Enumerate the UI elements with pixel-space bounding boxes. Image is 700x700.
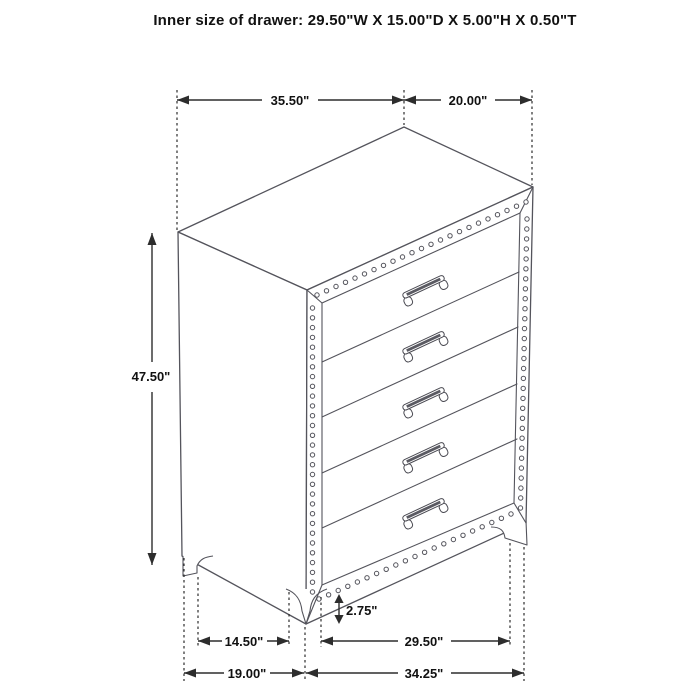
nailhead-stud xyxy=(467,225,471,229)
dim-bottom-front-overall-label: 34.25" xyxy=(404,666,444,681)
nailhead-stud xyxy=(324,289,328,293)
nailhead-stud xyxy=(310,335,314,339)
nailhead-stud xyxy=(310,316,314,320)
nailhead-stud xyxy=(310,472,314,476)
nailhead-stud xyxy=(499,516,503,520)
nailhead-stud xyxy=(310,463,314,467)
nailhead-stud xyxy=(438,238,442,242)
nailhead-stud xyxy=(400,255,404,259)
nailhead-stud xyxy=(310,580,314,584)
nailhead-stud xyxy=(524,267,528,271)
nailhead-stud xyxy=(336,588,340,592)
nailhead-stud xyxy=(343,280,347,284)
nailhead-stud xyxy=(524,247,528,251)
nailhead-stud xyxy=(521,366,525,370)
nailhead-stud xyxy=(310,443,314,447)
nailhead-stud xyxy=(310,531,314,535)
dim-overall-height xyxy=(132,233,171,565)
dim-bottom-side-overall xyxy=(184,666,304,681)
nailhead-stud xyxy=(522,326,526,330)
nailhead-stud xyxy=(310,433,314,437)
dim-top-depth xyxy=(404,93,532,108)
nailhead-stud xyxy=(524,200,528,204)
nailhead-stud xyxy=(381,263,385,267)
nailhead-stud xyxy=(310,560,314,564)
nailhead-stud xyxy=(346,584,350,588)
nailhead-stud xyxy=(457,229,461,233)
nailhead-stud xyxy=(509,512,513,516)
nailhead-stud xyxy=(432,546,436,550)
nailhead-stud xyxy=(372,267,376,271)
nailhead-stud xyxy=(523,287,527,291)
nailhead-stud xyxy=(525,217,529,221)
nailhead-stud xyxy=(520,416,524,420)
nailhead-stud xyxy=(461,533,465,537)
nailhead-stud xyxy=(394,563,398,567)
dim-bottom-front-overall xyxy=(306,666,524,681)
nailhead-stud xyxy=(422,550,426,554)
nailhead-stud xyxy=(520,436,524,440)
nailhead-stud xyxy=(410,251,414,255)
dim-overall-height-label: 47.50" xyxy=(131,369,171,384)
nailhead-stud xyxy=(429,242,433,246)
nailhead-stud xyxy=(522,346,526,350)
nailhead-stud xyxy=(490,520,494,524)
dim-top-width-label: 35.50" xyxy=(270,93,310,108)
nailhead-stud xyxy=(310,502,314,506)
nailhead-stud xyxy=(413,554,417,558)
nailhead-stud xyxy=(524,277,528,281)
dim-bottom-side-overall-label: 19.00" xyxy=(227,666,267,681)
nailhead-stud xyxy=(520,446,524,450)
nailhead-stud xyxy=(451,537,455,541)
nailhead-stud xyxy=(315,293,319,297)
nailhead-stud xyxy=(470,529,474,533)
nailhead-stud xyxy=(442,542,446,546)
nailhead-stud xyxy=(523,297,527,301)
nailhead-stud xyxy=(524,257,528,261)
nailhead-stud xyxy=(521,386,525,390)
nailhead-stud xyxy=(419,246,423,250)
nailhead-stud xyxy=(522,336,526,340)
page-title: Inner size of drawer: 29.50"W X 15.00"D X 5.00"H X 0.50"T xyxy=(153,12,577,29)
nailhead-stud xyxy=(362,272,366,276)
nailhead-stud xyxy=(310,423,314,427)
nailhead-stud xyxy=(374,571,378,575)
dim-bottom-front-inner xyxy=(321,634,510,649)
nailhead-stud xyxy=(310,570,314,574)
chest-drawing xyxy=(178,127,533,624)
nailhead-stud xyxy=(519,476,523,480)
nailhead-stud xyxy=(525,227,529,231)
nailhead-stud xyxy=(334,284,338,288)
nailhead-stud xyxy=(310,551,314,555)
nailhead-stud xyxy=(310,394,314,398)
nailhead-stud xyxy=(326,593,330,597)
nailhead-stud xyxy=(355,580,359,584)
nailhead-stud xyxy=(495,213,499,217)
nailhead-stud xyxy=(310,374,314,378)
nailhead-stud xyxy=(519,486,523,490)
nailhead-stud xyxy=(519,466,523,470)
nailhead-stud xyxy=(448,234,452,238)
nailhead-stud xyxy=(310,345,314,349)
nailhead-stud xyxy=(520,426,524,430)
nailhead-stud xyxy=(403,559,407,563)
nailhead-stud xyxy=(310,453,314,457)
nailhead-stud xyxy=(480,525,484,529)
dim-bottom-side-inner-label: 14.50" xyxy=(224,634,264,649)
dim-bottom-side-inner xyxy=(198,634,289,649)
nailhead-stud xyxy=(310,404,314,408)
nailhead-stud xyxy=(310,541,314,545)
nailhead-stud xyxy=(391,259,395,263)
nailhead-stud xyxy=(384,567,388,571)
nailhead-stud xyxy=(523,317,527,321)
nailhead-stud xyxy=(365,576,369,580)
nailhead-stud xyxy=(505,208,509,212)
nailhead-stud xyxy=(514,204,518,208)
dim-bottom-front-inner-label: 29.50" xyxy=(404,634,444,649)
nailhead-stud xyxy=(310,306,314,310)
nailhead-stud xyxy=(519,496,523,500)
nailhead-stud xyxy=(522,356,526,360)
nailhead-stud xyxy=(310,590,314,594)
nailhead-stud xyxy=(521,406,525,410)
dim-foot-height-label: 2.75" xyxy=(346,603,378,618)
nailhead-stud xyxy=(310,355,314,359)
nailhead-stud xyxy=(310,384,314,388)
nailhead-stud xyxy=(310,325,314,329)
nailhead-stud xyxy=(310,482,314,486)
nailhead-stud xyxy=(521,376,525,380)
nailhead-stud xyxy=(476,221,480,225)
nailhead-stud xyxy=(310,365,314,369)
nailhead-stud xyxy=(310,521,314,525)
nailhead-stud xyxy=(524,237,528,241)
nailhead-stud xyxy=(310,414,314,418)
nailhead-stud xyxy=(518,506,522,510)
nailhead-stud xyxy=(310,512,314,516)
nailhead-stud xyxy=(523,307,527,311)
dim-top-width xyxy=(177,93,404,108)
nailhead-stud xyxy=(486,217,490,221)
dim-top-depth-label: 20.00" xyxy=(448,93,488,108)
nailhead-stud xyxy=(353,276,357,280)
nailhead-stud xyxy=(521,396,525,400)
nailhead-stud xyxy=(310,492,314,496)
nailhead-stud xyxy=(519,456,523,460)
